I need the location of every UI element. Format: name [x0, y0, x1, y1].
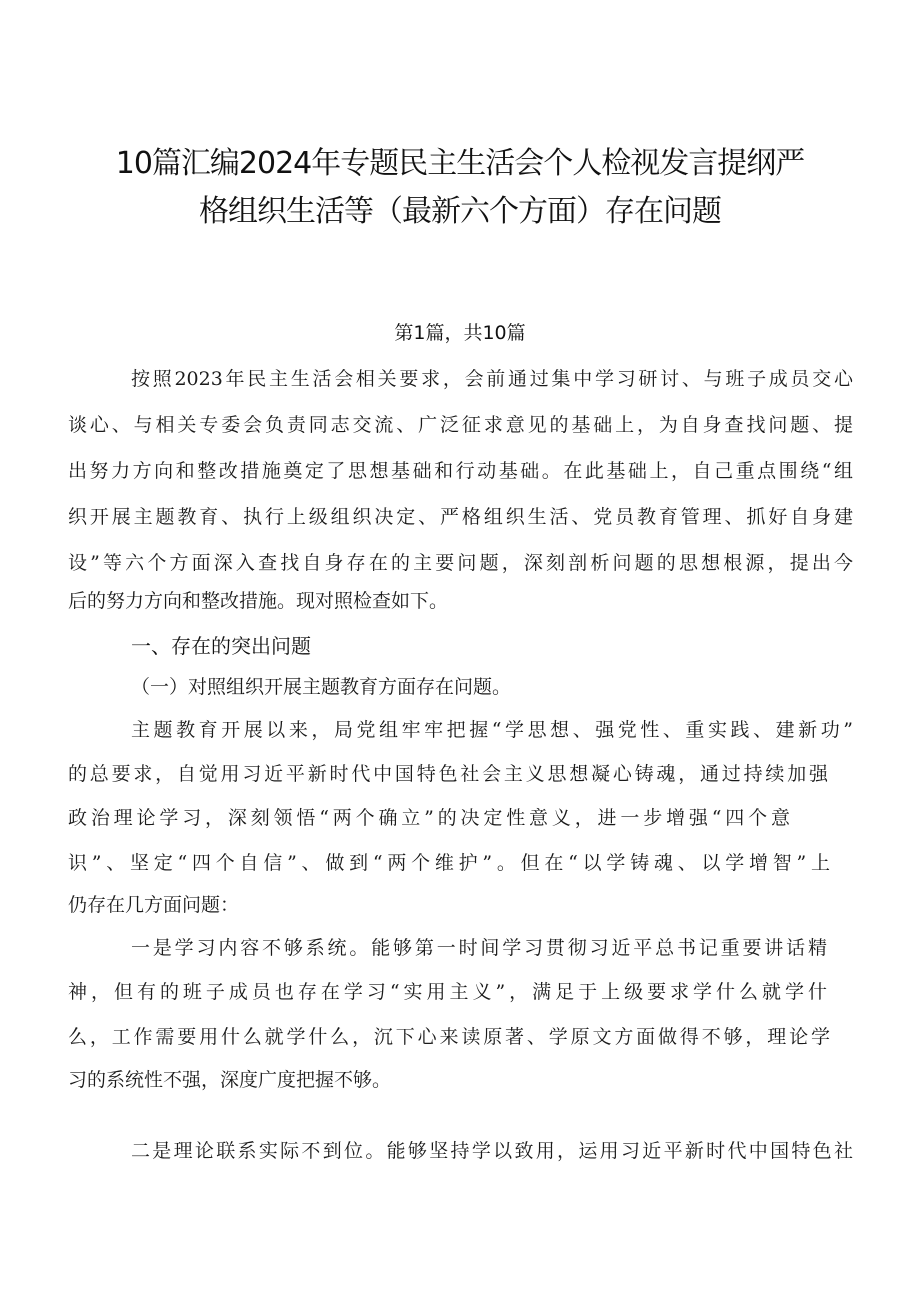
intro-line: 织开展主题教育、执行上级组织决定、严格组织生活、党员教育管理、抓好自身建: [68, 506, 853, 528]
section-heading: 一、存在的突出问题: [131, 634, 311, 658]
subsection-heading: （一）对照组织开展主题教育方面存在问题。: [131, 676, 512, 698]
document-title-line-1: 10篇汇编2024年专题民主生活会个人检视发言提纲严: [115, 146, 805, 181]
theme-paragraph-line: 的总要求，自觉用习近平新时代中国特色社会主义思想凝心铸魂，通过持续加强: [68, 763, 828, 785]
intro-line: 后的努力方向和整改措施。现对照检查如下。: [68, 590, 449, 612]
first-point-line: 神，但有的班子成员也存在学习“实用主义”，满足于上级要求学什么就学什: [68, 981, 827, 1003]
theme-paragraph-line: 主题教育开展以来，局党组牢牢把握“学思想、强党性、重实践、建新功”: [131, 719, 853, 741]
intro-line: 设”等六个方面深入查找自身存在的主要问题，深刻剖析问题的思想根源，提出今: [68, 552, 853, 574]
first-point-line: 么，工作需要用什么就学什么，沉下心来读原著、学原文方面做得不够，理论学: [68, 1026, 830, 1048]
intro-line: 按照2023年民主生活会相关要求，会前通过集中学习研讨、与班子成员交心: [131, 368, 853, 390]
document-title-line-2: 格组织生活等（最新六个方面）存在问题: [199, 194, 721, 229]
theme-paragraph-line: 识”、坚定“四个自信”、做到“两个维护”。但在“以学铸魂、以学增智”上: [68, 852, 830, 874]
second-point-line: 二是理论联系实际不到位。能够坚持学以致用，运用习近平新时代中国特色社: [131, 1140, 853, 1162]
document-subtitle: 第1篇，共10篇: [394, 322, 526, 344]
first-point-line: 一是学习内容不够系统。能够第一时间学习贯彻习近平总书记重要讲话精: [131, 937, 827, 959]
theme-paragraph-line: 仍存在几方面问题：: [68, 894, 240, 916]
first-point-line: 习的系统性不强，深度广度把握不够。: [68, 1069, 392, 1091]
intro-line: 出努力方向和整改措施奠定了思想基础和行动基础。在此基础上，自己重点围绕“组: [68, 460, 853, 482]
intro-line: 谈心、与相关专委会负责同志交流、广泛征求意见的基础上，为自身查找问题、提: [68, 414, 853, 436]
theme-paragraph-line: 政治理论学习，深刻领悟“两个确立”的决定性意义，进一步增强“四个意: [68, 807, 790, 829]
